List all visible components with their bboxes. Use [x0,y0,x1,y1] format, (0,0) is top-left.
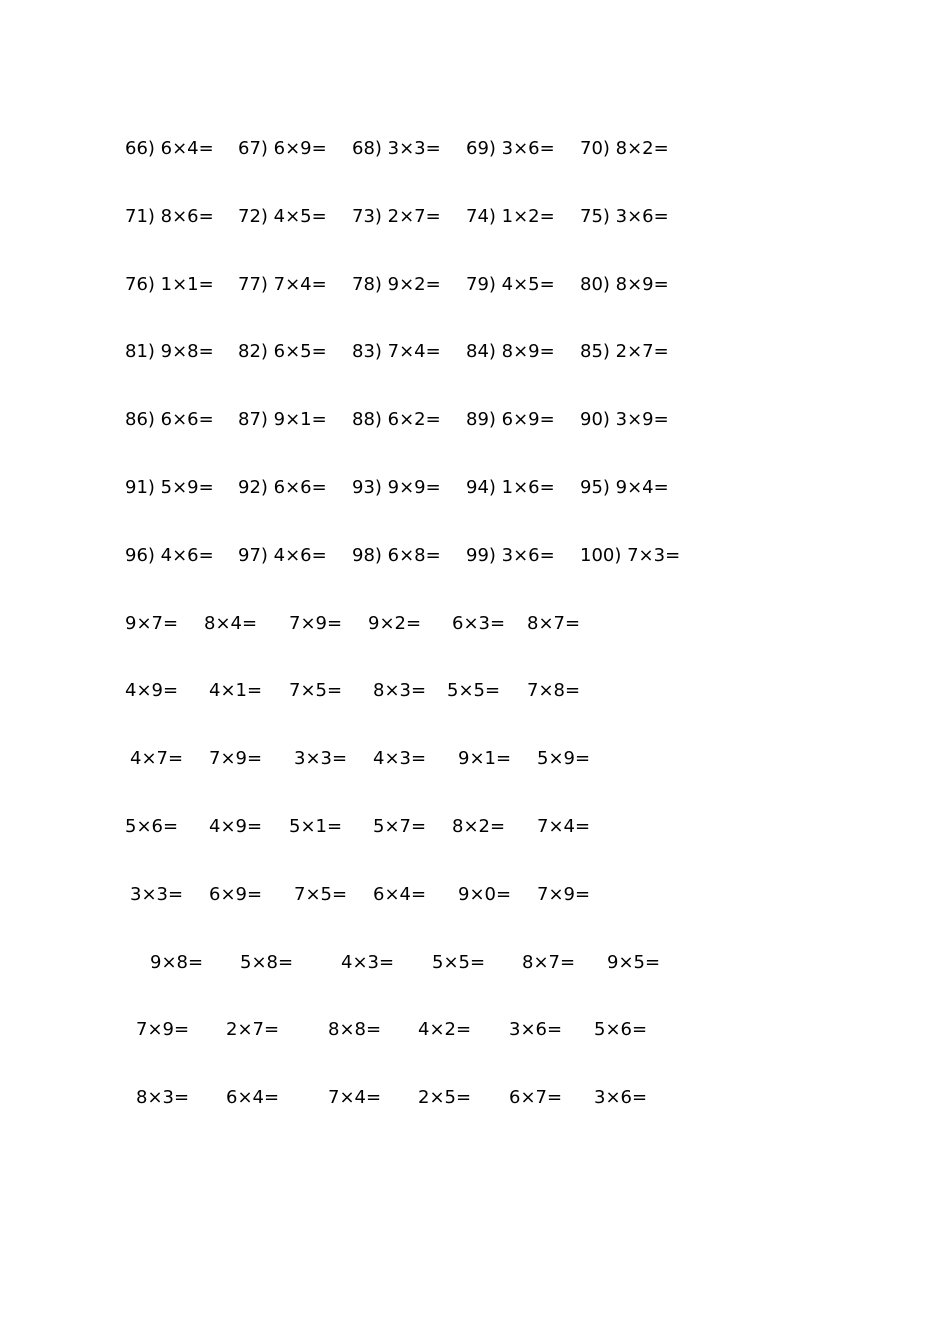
numbered-problem: 69) 3×6= [466,138,555,159]
plain-problem: 7×9= [136,1019,190,1040]
plain-problem: 4×2= [418,1019,472,1040]
plain-problem: 4×9= [125,680,179,701]
plain-problem: 9×2= [368,613,422,634]
plain-problem: 8×2= [452,816,506,837]
numbered-problem: 82) 6×5= [238,341,327,362]
plain-problem: 5×8= [240,952,294,973]
plain-problem: 5×9= [537,748,591,769]
numbered-problem: 67) 6×9= [238,138,327,159]
numbered-problem: 79) 4×5= [466,274,555,295]
plain-problem: 8×8= [328,1019,382,1040]
numbered-problem: 81) 9×8= [125,341,214,362]
plain-problem: 7×5= [289,680,343,701]
numbered-problem: 80) 8×9= [580,274,669,295]
numbered-problem: 100) 7×3= [580,545,681,566]
plain-problem: 7×4= [328,1087,382,1108]
plain-problem: 6×4= [373,884,427,905]
numbered-problem: 90) 3×9= [580,409,669,430]
numbered-problem: 74) 1×2= [466,206,555,227]
numbered-problem: 70) 8×2= [580,138,669,159]
plain-problem: 4×7= [130,748,184,769]
plain-problem: 6×4= [226,1087,280,1108]
plain-problem: 8×7= [527,613,581,634]
plain-problem: 3×6= [509,1019,563,1040]
numbered-problem: 85) 2×7= [580,341,669,362]
plain-problem: 3×3= [130,884,184,905]
plain-problem: 5×6= [594,1019,648,1040]
plain-problem: 5×1= [289,816,343,837]
plain-problem: 8×7= [522,952,576,973]
numbered-problem: 71) 8×6= [125,206,214,227]
numbered-problem: 87) 9×1= [238,409,327,430]
plain-problem: 6×9= [209,884,263,905]
plain-problem: 7×8= [527,680,581,701]
plain-problem: 8×4= [204,613,258,634]
plain-problem: 2×7= [226,1019,280,1040]
numbered-problem: 86) 6×6= [125,409,214,430]
plain-problem: 4×3= [341,952,395,973]
numbered-problem: 97) 4×6= [238,545,327,566]
plain-problem: 9×5= [607,952,661,973]
plain-problem: 6×7= [509,1087,563,1108]
plain-problem: 9×8= [150,952,204,973]
plain-problem: 4×1= [209,680,263,701]
numbered-problem: 95) 9×4= [580,477,669,498]
numbered-problem: 68) 3×3= [352,138,441,159]
numbered-problem: 83) 7×4= [352,341,441,362]
plain-problem: 7×4= [537,816,591,837]
plain-problem: 2×5= [418,1087,472,1108]
plain-problem: 4×3= [373,748,427,769]
plain-problem: 5×6= [125,816,179,837]
numbered-problem: 66) 6×4= [125,138,214,159]
plain-problem: 3×3= [294,748,348,769]
numbered-problem: 91) 5×9= [125,477,214,498]
plain-problem: 5×5= [447,680,501,701]
plain-problem: 5×7= [373,816,427,837]
plain-problem: 7×9= [209,748,263,769]
numbered-problem: 76) 1×1= [125,274,214,295]
plain-problem: 7×9= [289,613,343,634]
plain-problem: 8×3= [136,1087,190,1108]
numbered-problem: 77) 7×4= [238,274,327,295]
plain-problem: 3×6= [594,1087,648,1108]
numbered-problem: 78) 9×2= [352,274,441,295]
plain-problem: 7×9= [537,884,591,905]
numbered-problem: 94) 1×6= [466,477,555,498]
plain-problem: 9×1= [458,748,512,769]
numbered-problem: 93) 9×9= [352,477,441,498]
plain-problem: 5×5= [432,952,486,973]
numbered-problem: 75) 3×6= [580,206,669,227]
numbered-problem: 98) 6×8= [352,545,441,566]
numbered-problem: 88) 6×2= [352,409,441,430]
plain-problem: 6×3= [452,613,506,634]
plain-problem: 8×3= [373,680,427,701]
numbered-problem: 96) 4×6= [125,545,214,566]
numbered-problem: 99) 3×6= [466,545,555,566]
numbered-problem: 92) 6×6= [238,477,327,498]
plain-problem: 9×7= [125,613,179,634]
numbered-problem: 89) 6×9= [466,409,555,430]
plain-problem: 4×9= [209,816,263,837]
numbered-problem: 72) 4×5= [238,206,327,227]
numbered-problem: 73) 2×7= [352,206,441,227]
plain-problem: 7×5= [294,884,348,905]
numbered-problem: 84) 8×9= [466,341,555,362]
plain-problem: 9×0= [458,884,512,905]
